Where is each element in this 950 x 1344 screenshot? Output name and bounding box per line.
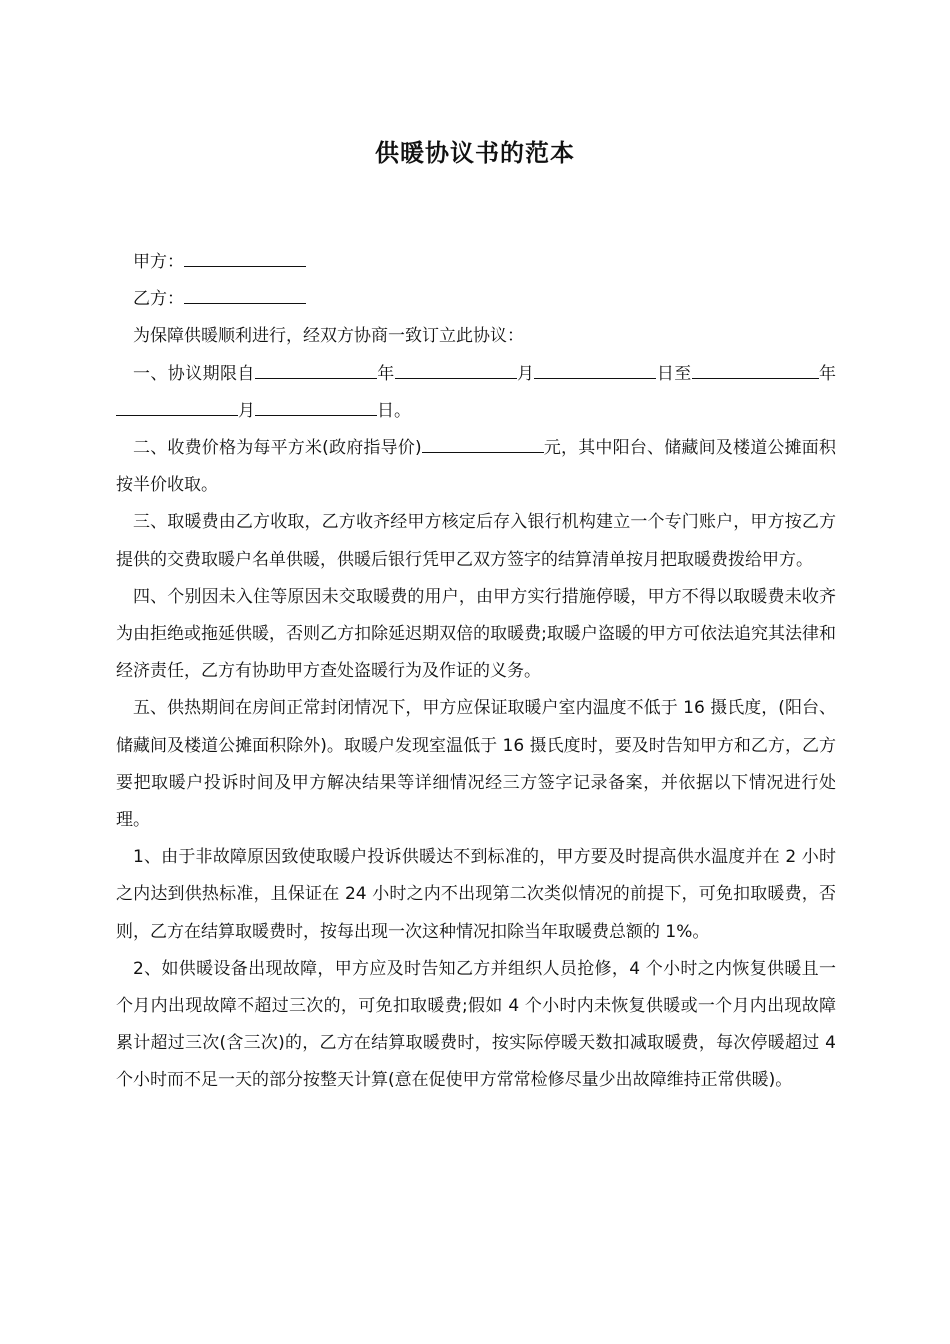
end-year-blank-a	[692, 364, 807, 379]
clause-2-price	[116, 430, 836, 504]
intro-paragraph: 为保障供暖顺利进行，经双方协商一致订立此协议：	[133, 326, 524, 347]
price-blank	[422, 438, 544, 453]
clause-5-temperature: 五、供热期间在房间正常封闭情况下，甲方应保证取暖户室内温度不低于 16 摄氏度，(阳台、储藏间及楼道公摊面积除外)。取暖户发现室温低于 16 摄氏度时，要及时告知甲方和乙方，乙方要把取暖户投诉时间及甲方解决结果等详细情况经三方签字记录备案，并依据以下情况进行处理。	[116, 698, 836, 831]
document-body	[116, 244, 836, 1100]
term-month-2: 月	[238, 400, 255, 421]
start-month-blank	[395, 364, 517, 379]
start-day-blank	[534, 364, 656, 379]
term-year: 年	[376, 363, 395, 384]
clause-4-nonpayment: 四、个别因未入住等原因未交取暖费的用户，由甲方实行措施停暖，甲方不得以取暖费未收齐为由拒绝或拖延供暖，否则乙方扣除延迟期双倍的取暖费;取暖户盗暖的甲方可依法追究其法律和经济责任，乙方有协助甲方查处盗暖行为及作证的义务。	[116, 586, 836, 682]
term-prefix: 一、协议期限自	[133, 363, 255, 384]
end-year-blank-b	[807, 364, 819, 379]
party-b-line	[116, 281, 836, 318]
end-day-blank	[255, 401, 377, 416]
clause-3-collection: 三、取暖费由乙方收取，乙方收齐经甲方核定后存入银行机构建立一个专门账户，甲方按乙方提供的交费取暖户名单供暖，供暖后银行凭甲乙双方签字的结算清单按月把取暖费拨给甲方。	[116, 512, 836, 570]
start-year-blank	[255, 364, 377, 379]
document-title: 供暖协议书的范本	[375, 139, 575, 167]
term-year-2: 年	[818, 363, 837, 384]
party-a-line	[116, 244, 836, 281]
party-a-blank	[184, 252, 306, 267]
term-month: 月	[516, 363, 535, 384]
party-b-label: 乙方：	[133, 289, 184, 310]
party-a-label: 甲方：	[133, 252, 184, 272]
clause-1-term	[116, 356, 836, 430]
clause-2-prefix: 二、收费价格为每平方米(政府指导价)	[133, 438, 422, 459]
term-day-end: 日。	[377, 400, 411, 421]
clause-2-suffix: 元，其中阳台、储藏间及楼道公摊面积按半价收取。	[116, 438, 837, 496]
party-b-blank	[184, 289, 306, 304]
item-1-non-fault: 1、由于非故障原因致使取暖户投诉供暖达不到标准的，甲方要及时提高供水温度并在 2 小时之内达到供热标准，且保证在 24 小时之内不出现第二次类似情况的前提下，可免扣取暖费，否则，乙方在结算取暖费时，按每出现一次这种情况扣除当年取暖费总额的 1%。	[116, 847, 836, 942]
end-month-blank	[116, 401, 238, 416]
item-2-equipment-fault: 2、如供暖设备出现故障，甲方应及时告知乙方并组织人员抢修，4 个小时之内恢复供暖且一个月内出现故障不超过三次的，可免扣取暖费;假如 4 个小时内未恢复供暖或一个月内出现故障累计超过三次(含三次)的，乙方在结算取暖费时，按实际停暖天数扣减取暖费，每次停暖超过 4 个小时而不足一天的部分按整天计算(意在促使甲方常常检修尽量少出故障维持正常供暖)。	[116, 958, 836, 1091]
term-day-to: 日至	[656, 363, 692, 384]
